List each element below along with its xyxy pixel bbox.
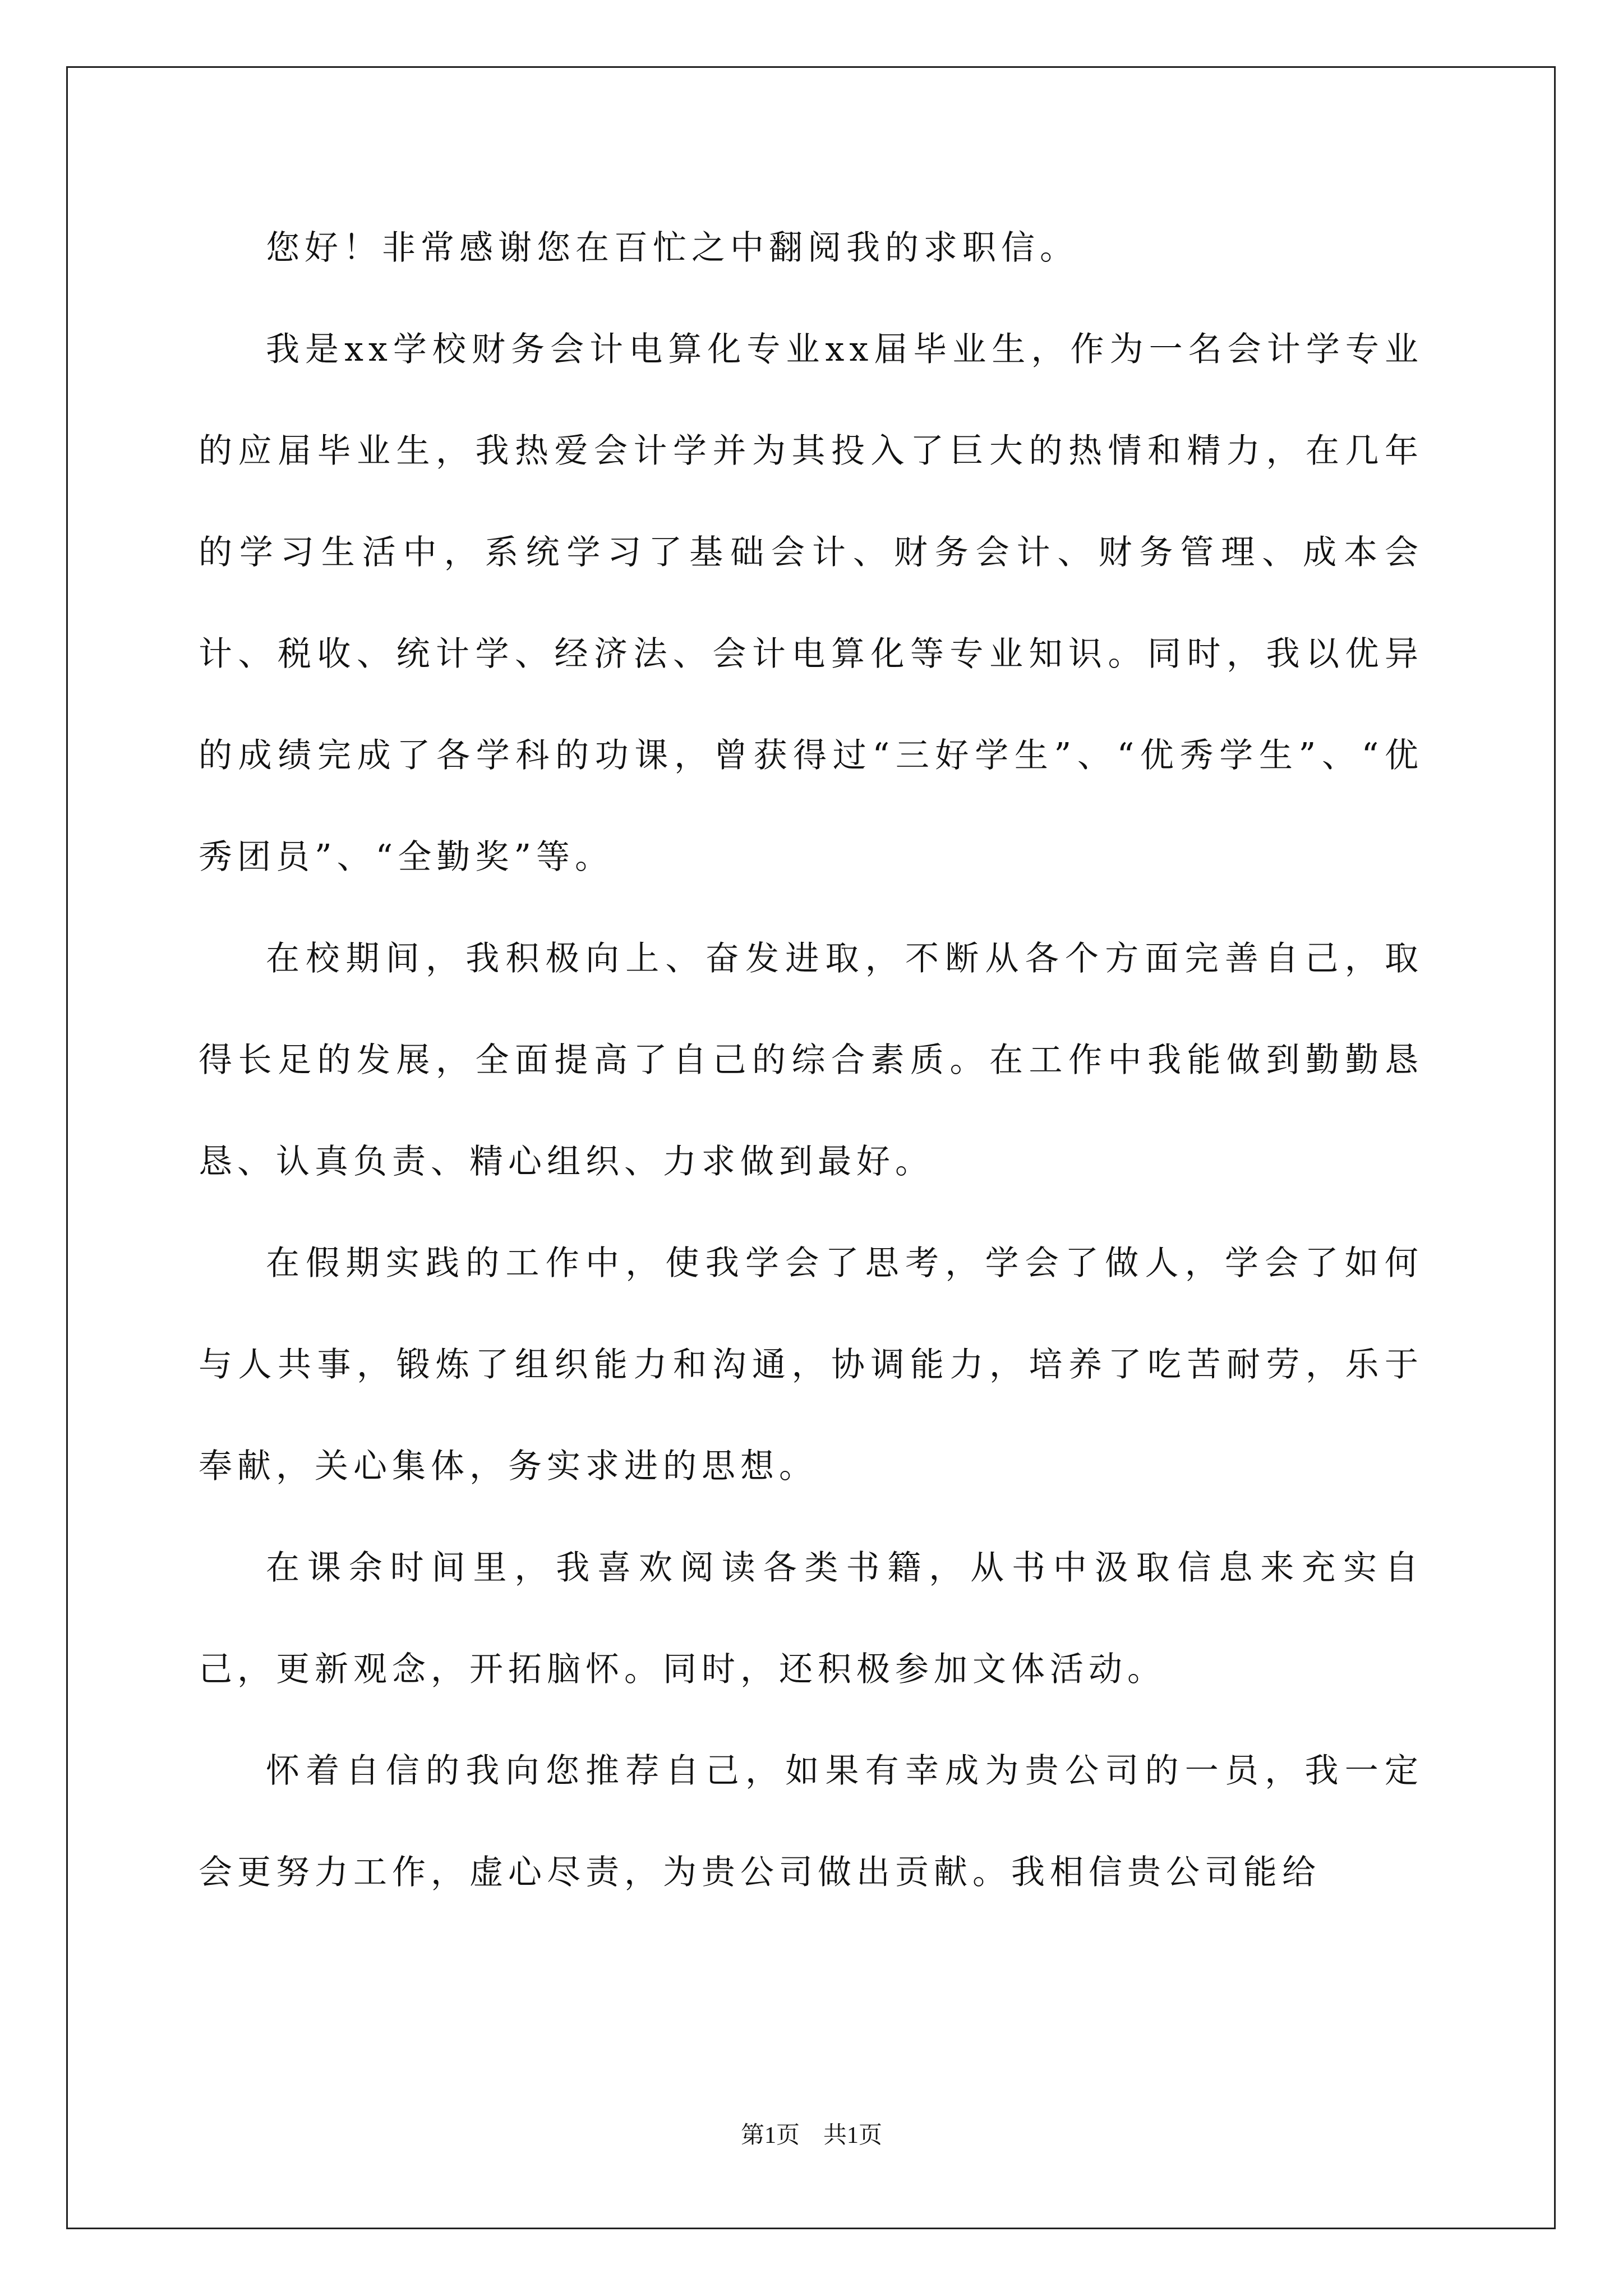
- paragraph-spare-time: 在课余时间里，我喜欢阅读各类书籍，从书中汲取信息来充实自己，更新观念，开拓脑怀。同时，还积极参加文体活动。: [199, 1548, 1423, 1689]
- page-number: 第1页 共1页: [740, 2123, 882, 2148]
- paragraph-school-period: 在校期间，我积极向上、奋发进取，不断从各个方面完善自己，取得长足的发展，全面提高了自己的综合素质。在工作中我能做到勤勤恳恳、认真负责、精心组织、力求做到最好。: [199, 939, 1423, 1181]
- paragraph-introduction: 我是xx学校财务会计电算化专业xx届毕业生，作为一名会计学专业的应届毕业生，我热爱会计学并为其投入了巨大的热情和精力，在几年的学习生活中，系统学习了基础会计、财务会计、财务管理、成本会计、税收、统计学、经济法、会计电算化等专业知识。同时，我以优异的成绩完成了各学科的功课，曾获得过“三好学生”、“优秀学生”、“优秀团员”、“全勤奖”等。: [199, 330, 1423, 877]
- paragraph-greeting: 您好！非常感谢您在百忙之中翻阅我的求职信。: [266, 228, 1078, 268]
- paragraph-practice: 在假期实践的工作中，使我学会了思考，学会了做人，学会了如何与人共事，锻炼了组织能力和沟通，协调能力，培养了吃苦耐劳，乐于奉献，关心集体，务实求进的思想。: [199, 1244, 1423, 1486]
- letter-body: [199, 197, 1423, 1924]
- paragraph-recommendation: 怀着自信的我向您推荐自己，如果有幸成为贵公司的一员，我一定会更努力工作，虚心尽责，为贵公司做出贡献。我相信贵公司能给: [199, 1751, 1423, 1892]
